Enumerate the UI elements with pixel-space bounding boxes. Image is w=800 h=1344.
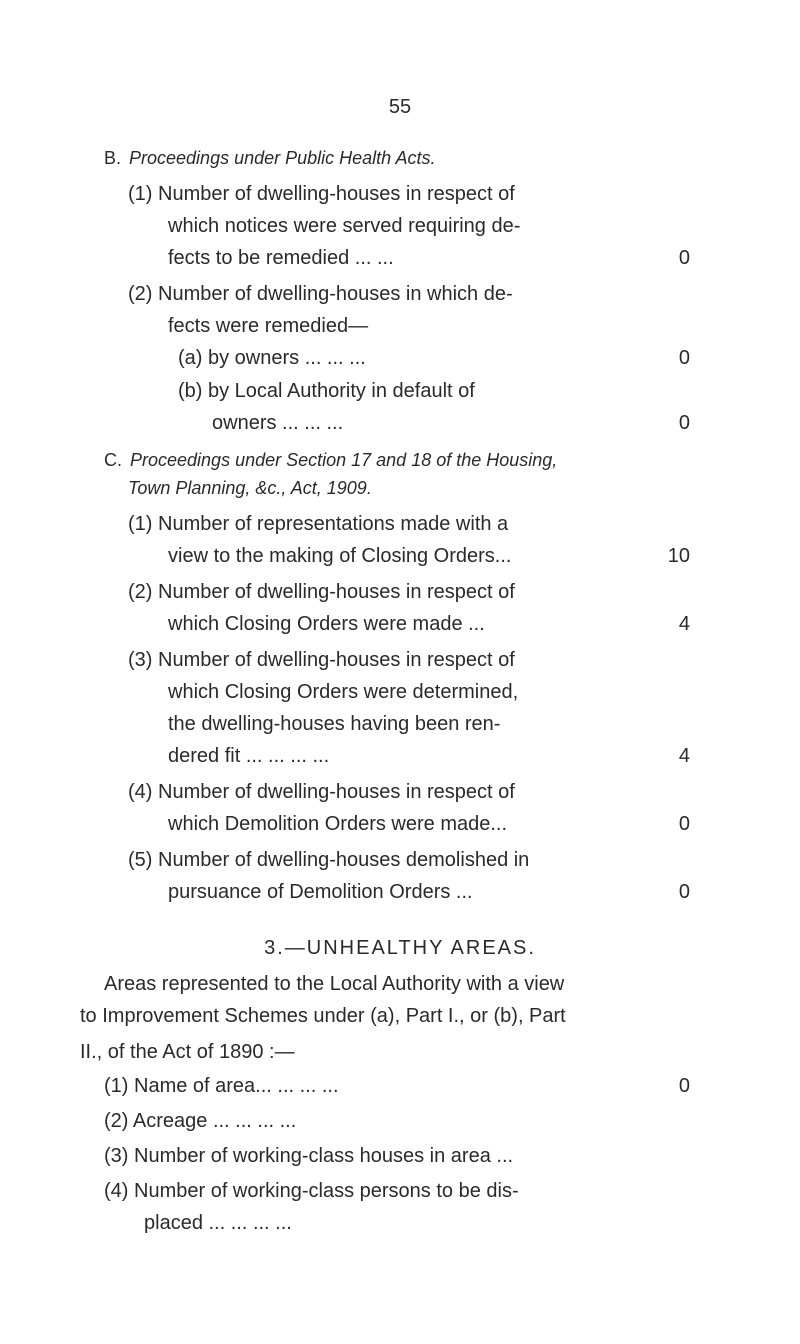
unhealthy-areas-item1-value: 0 — [678, 1075, 690, 1097]
section-c-item3-line1: (3) Number of dwelling-houses in respect of — [128, 649, 515, 671]
section-c-item2-line1: (2) Number of dwelling-houses in respect of — [128, 581, 515, 603]
unhealthy-areas-title: 3.—UNHEALTHY AREAS. — [264, 937, 536, 959]
section-c-item1-value: 10 — [667, 545, 690, 567]
section-c-item5-value: 0 — [678, 881, 690, 903]
unhealthy-areas-item2: (2) Acreage ... ... ... ... — [104, 1110, 297, 1132]
section-c-title-line1: Proceedings under Section 17 and 18 of the Housing, — [130, 450, 558, 470]
section-b-item1-value: 0 — [678, 247, 690, 269]
section-b-title: Proceedings under Public Health Acts. — [129, 148, 436, 168]
section-b-item1-line2: which notices were served requiring de- — [168, 215, 521, 237]
unhealthy-areas-item3: (3) Number of working-class houses in area ... — [104, 1145, 514, 1167]
section-c-title-line2: Town Planning, &c., Act, 1909. — [128, 478, 372, 498]
unhealthy-areas-item4-line2: placed ... ... ... ... — [144, 1212, 292, 1234]
section-b-item2-sub-b-value: 0 — [678, 412, 690, 434]
section-b-item2-sub-a-value: 0 — [678, 347, 690, 369]
section-c-item2-value: 4 — [678, 613, 690, 635]
section-b-letter: B. — [104, 148, 122, 168]
section-c-item3-line2: which Closing Orders were determined, — [168, 681, 519, 703]
unhealthy-areas-item1: (1) Name of area... ... ... ... — [104, 1075, 339, 1097]
section-c-item1-line2: view to the making of Closing Orders... — [168, 545, 512, 567]
section-b-item2-sub-b-line1: (b) by Local Authority in default of — [178, 380, 475, 402]
section-b-item1-line3: fects to be remedied ... ... — [168, 247, 394, 269]
section-b-item2-line1: (2) Number of dwelling-houses in which de- — [128, 283, 513, 305]
section-c-item1-line1: (1) Number of representations made with a — [128, 513, 509, 535]
section-c-item3-value: 4 — [678, 745, 690, 767]
section-c-letter: C. — [104, 450, 122, 470]
section-c-item5-line1: (5) Number of dwelling-houses demolished in — [128, 849, 530, 871]
section-c-item4-line2: which Demolition Orders were made... — [168, 813, 508, 835]
unhealthy-areas-intro-line3: II., of the Act of 1890 :— — [80, 1041, 295, 1063]
section-b-item2-sub-a: (a) by owners ... ... ... — [178, 347, 366, 369]
section-b-item2-line2: fects were remedied— — [168, 315, 369, 337]
page-number: 55 — [388, 96, 412, 118]
section-c-item3-line3: the dwelling-houses having been ren- — [168, 713, 501, 735]
section-c-item3-line4: dered fit ... ... ... ... — [168, 745, 330, 767]
section-b-item2-sub-b-line2: owners ... ... ... — [212, 412, 344, 434]
section-c-item2-line2: which Closing Orders were made ... — [168, 613, 485, 635]
section-b-item1-line1: (1) Number of dwelling-houses in respect of — [128, 183, 515, 205]
section-c-item4-value: 0 — [678, 813, 690, 835]
section-c-item5-line2: pursuance of Demolition Orders ... — [168, 881, 473, 903]
section-c-item4-line1: (4) Number of dwelling-houses in respect of — [128, 781, 515, 803]
unhealthy-areas-intro-line2: to Improvement Schemes under (a), Part I., or (b), Part — [80, 1005, 566, 1027]
unhealthy-areas-intro-line1: Areas represented to the Local Authority with a view — [104, 973, 565, 995]
section-c-heading — [104, 450, 557, 471]
section-b-heading — [104, 148, 436, 169]
unhealthy-areas-item4-line1: (4) Number of working-class persons to be dis- — [104, 1180, 519, 1202]
